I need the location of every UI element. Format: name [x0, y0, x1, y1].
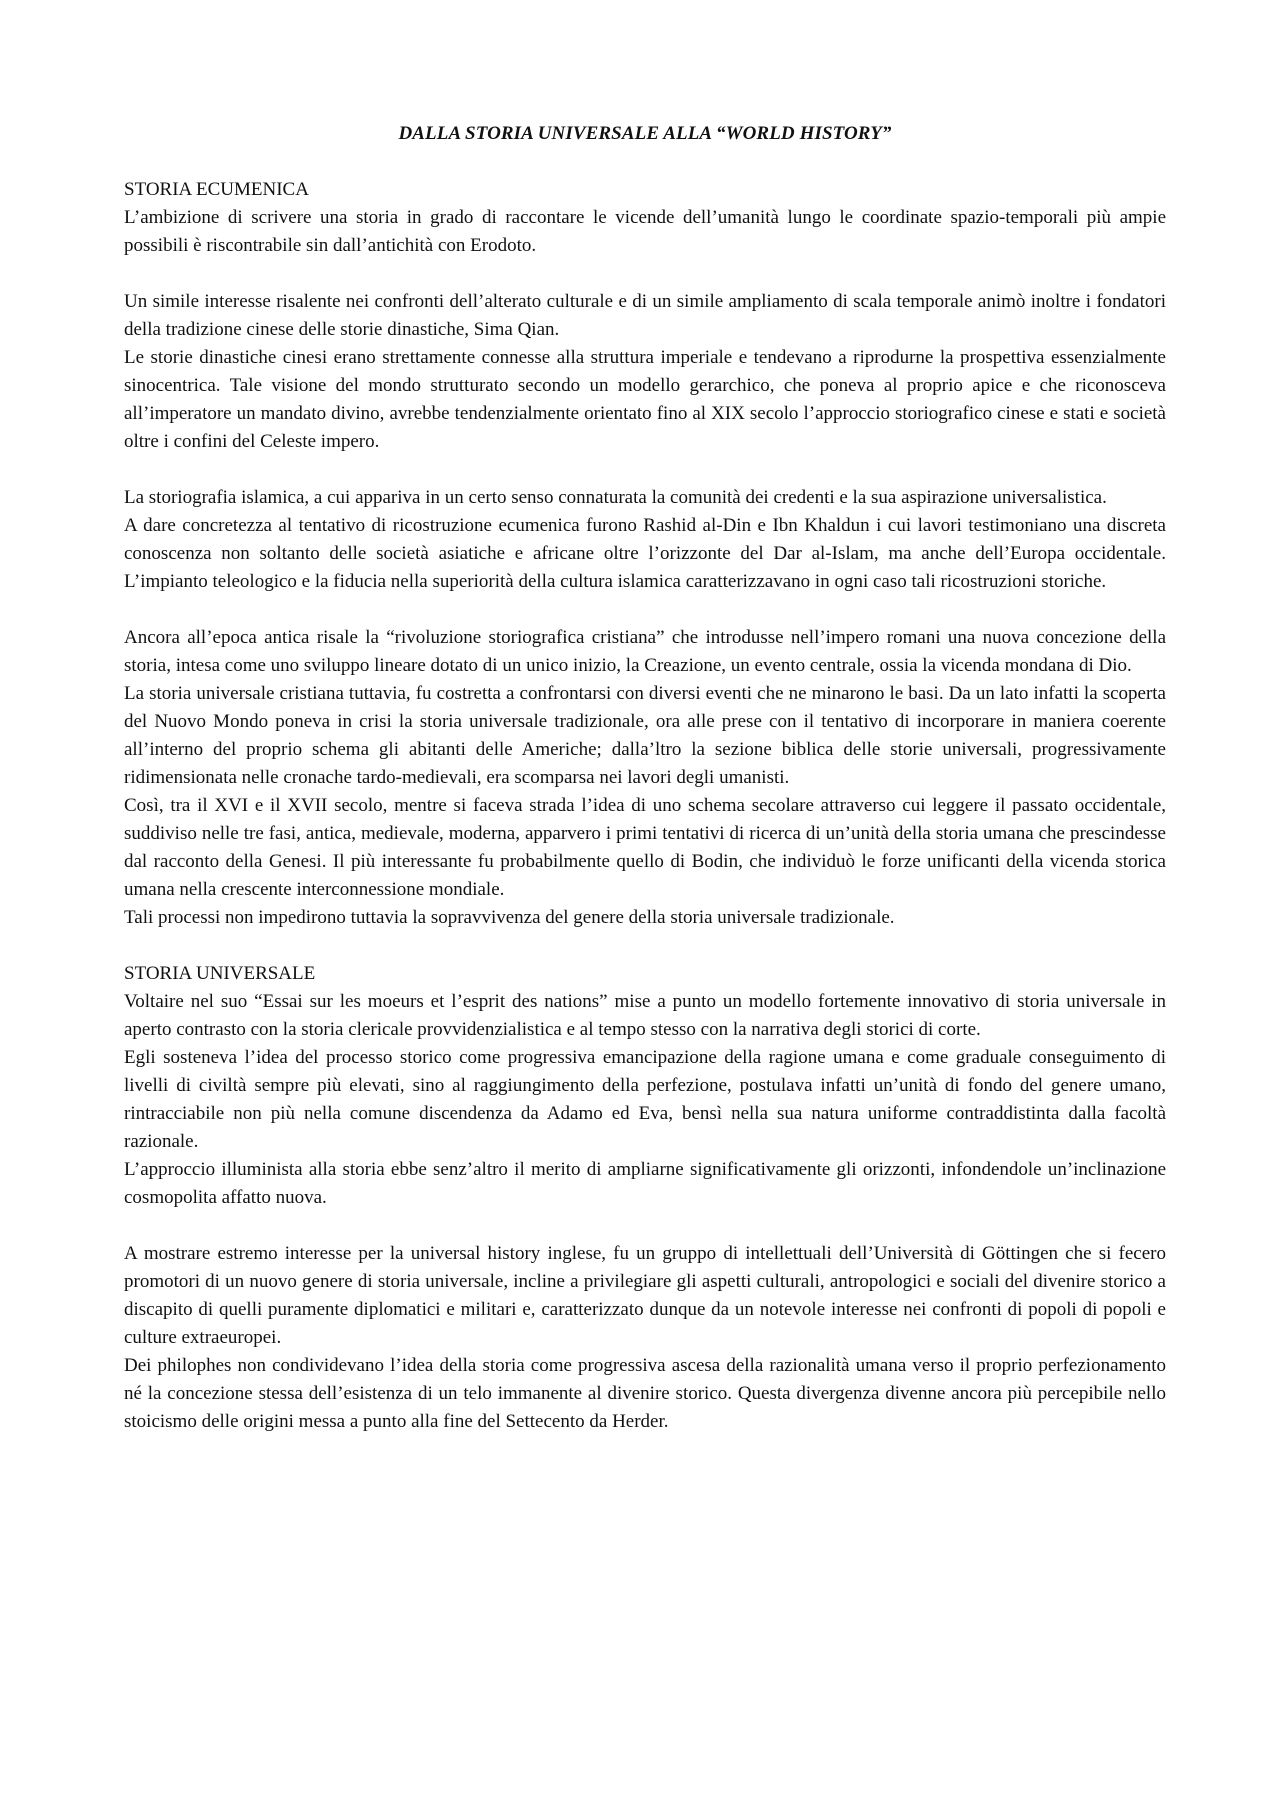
paragraph: La storia universale cristiana tuttavia, fu costretta a confrontarsi con diversi eventi che ne minarono le basi. Da un lato infatti la scoperta del Nuovo Mondo poneva in crisi la storia universale tradizionale, ora alle prese con il tentativo di incorporare in maniera coerente all’interno del proprio schema gli abitanti delle Americhe; dalla’ltro la sezione biblica delle storie universali, progressivamente ridimensionata nelle cronache tardo-medievali, era scomparsa nei lavori degli umanisti.: [124, 683, 1166, 788]
section-heading: STORIA UNIVERSALE: [124, 963, 316, 984]
section-storia-universale: [124, 960, 1166, 1436]
paragraph: Tali processi non impedirono tuttavia la sopravvivenza del genere della storia universale tradizionale.: [124, 907, 895, 928]
document-title: DALLA STORIA UNIVERSALE ALLA “WORLD HISTORY”: [398, 123, 892, 144]
paragraph: L’ambizione di scrivere una storia in grado di raccontare le vicende dell’umanità lungo le coordinate spazio-temporali più ampie possibili è riscontrabile sin dall’antichità con Erodoto.: [124, 207, 1166, 256]
paragraph: Ancora all’epoca antica risale la “rivoluzione storiografica cristiana” che introdusse nell’impero romani una nuova concezione della storia, intesa come uno sviluppo lineare dotato di un unico inizio, la Creazione, un evento centrale, ossia la vicenda mondana di Dio.: [124, 627, 1166, 676]
paragraph: Le storie dinastiche cinesi erano strettamente connesse alla struttura imperiale e tendevano a riprodurne la prospettiva essenzialmente sinocentrica. Tale visione del mondo strutturato secondo un modello gerarchico, che poneva al proprio apice e che riconosceva all’imperatore un mandato divino, avrebbe tendenzialmente orientato fino al XIX secolo l’approccio storiografico cinese e stati e società oltre i confini del Celeste impero.: [124, 347, 1166, 452]
paragraph: A dare concretezza al tentativo di ricostruzione ecumenica furono Rashid al-Din e Ibn Khaldun i cui lavori testimoniano una discreta conoscenza non soltanto delle società asiatiche e africane oltre l’orizzonte del Dar al-Islam, ma anche dell’Europa occidentale. L’impianto teleologico e la fiducia nella superiorità della cultura islamica caratterizzavano in ogni caso tali ricostruzioni storiche.: [124, 515, 1166, 592]
paragraph: Dei philophes non condividevano l’idea della storia come progressiva ascesa della razionalità umana verso il proprio perfezionamento né la concezione stessa dell’esistenza di un telo immanente al divenire storico. Questa divergenza divenne ancora più percepibile nello stoicismo delle origini messa a punto alla fine del Settecento da Herder.: [124, 1355, 1166, 1432]
paragraph: Un simile interesse risalente nei confronti dell’alterato culturale e di un simile ampliamento di scala temporale animò inoltre i fondatori della tradizione cinese delle storie dinastiche, Sima Qian.: [124, 291, 1166, 340]
paragraph: Voltaire nel suo “Essai sur les moeurs et l’esprit des nations” mise a punto un modello fortemente innovativo di storia universale in aperto contrasto con la storia clericale provvidenzialistica e al tempo stesso con la narrativa degli storici di corte.: [124, 991, 1166, 1040]
section-storia-ecumenica: [124, 176, 1166, 960]
document-page: [124, 120, 1166, 1436]
section-heading: STORIA ECUMENICA: [124, 179, 309, 200]
paragraph: Egli sosteneva l’idea del processo storico come progressiva emancipazione della ragione umana e come graduale conseguimento di livelli di civiltà sempre più elevati, sino al raggiungimento della perfezione, postulava infatti un’unità di fondo del genere umano, rintracciabile non più nella comune discendenza da Adamo ed Eva, bensì nella sua natura uniforme contraddistinta dalla facoltà razionale.: [124, 1047, 1166, 1152]
paragraph: La storiografia islamica, a cui appariva in un certo senso connaturata la comunità dei credenti e la sua aspirazione universalistica.: [124, 487, 1107, 508]
paragraph: Così, tra il XVI e il XVII secolo, mentre si faceva strada l’idea di uno schema secolare attraverso cui leggere il passato occidentale, suddiviso nelle tre fasi, antica, medievale, moderna, apparvero i primi tentativi di ricerca di un’unità della storia umana che prescindesse dal racconto della Genesi. Il più interessante fu probabilmente quello di Bodin, che individuò le forze unificanti della vicenda storica umana nella crescente interconnessione mondiale.: [124, 795, 1166, 900]
paragraph: A mostrare estremo interesse per la universal history inglese, fu un gruppo di intellettuali dell’Università di Göttingen che si fecero promotori di un nuovo genere di storia universale, incline a privilegiare gli aspetti culturali, antropologici e sociali del divenire storico a discapito di quelli puramente diplomatici e militari e, caratterizzato dunque da un notevole interesse nei confronti di popoli di popoli e culture extraeuropei.: [124, 1243, 1166, 1348]
paragraph: L’approccio illuminista alla storia ebbe senz’altro il merito di ampliarne significativamente gli orizzonti, infondendole un’inclinazione cosmopolita affatto nuova.: [124, 1159, 1166, 1208]
